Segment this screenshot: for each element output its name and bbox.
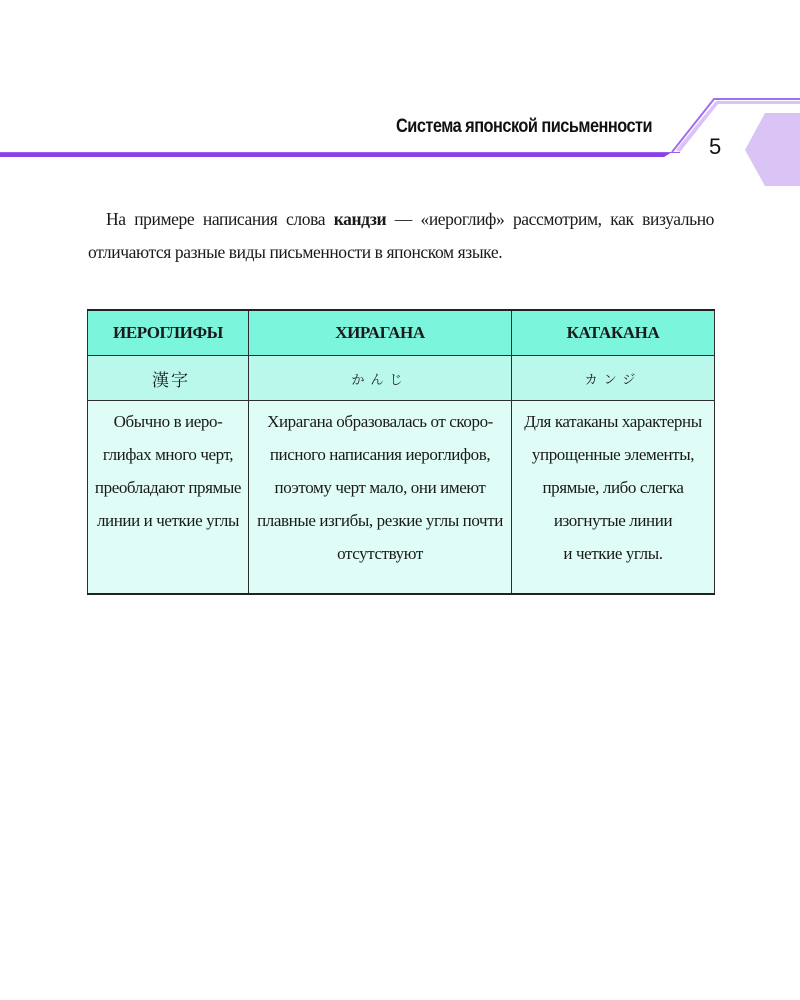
description-line: прямые, либо слегка [542, 478, 684, 497]
description-line: изогнутые линии [553, 511, 673, 530]
description-line: глифах много черт, [102, 445, 234, 464]
intro-text-end: — «иероглиф» рассмотрим, как визуально отличаются разные виды письменности в японском языке. [88, 209, 715, 262]
example-kanji: 漢字 [88, 356, 249, 401]
description-line: Обычно в иеро- [113, 412, 223, 431]
description-katakana [512, 401, 715, 595]
example-katakana: カンジ [512, 356, 715, 401]
column-header-hiragana: ХИРАГАНА [249, 310, 512, 356]
column-header-kanji: ИЕРОГЛИФЫ [88, 310, 249, 356]
description-line: линии и четкие углы [96, 511, 240, 530]
description-line: Хирагана образовалась от скоро- [267, 412, 493, 431]
page-tab [745, 113, 800, 186]
description-line: упрощенные элементы, [531, 445, 695, 464]
description-line: поэтому черт мало, они имеют [274, 478, 486, 497]
running-title: Система японской письменности [396, 116, 653, 137]
description-row [88, 401, 715, 595]
description-line: и четкие углы. [563, 544, 663, 563]
intro-term: кандзи [333, 209, 387, 229]
writing-systems-table [87, 309, 715, 595]
description-line: писного написания иероглифов, [269, 445, 491, 464]
description-line: Для катаканы характерны [524, 412, 702, 431]
intro-paragraph [88, 203, 714, 269]
description-line: преобладают прямые [94, 478, 242, 497]
description-hiragana [249, 401, 512, 595]
page-number: 5 [709, 134, 722, 159]
intro-text-start: На примере написания слова [106, 209, 334, 229]
description-line: плавные изгибы, резкие углы почти [257, 511, 503, 530]
description-line: отсутствуют [337, 544, 423, 563]
example-hiragana: かんじ [249, 356, 512, 401]
column-header-katakana: КАТАКАНА [512, 310, 715, 356]
description-kanji [88, 401, 249, 595]
table-header-row [88, 310, 715, 356]
header-decoration [0, 0, 800, 200]
example-row [88, 356, 715, 401]
